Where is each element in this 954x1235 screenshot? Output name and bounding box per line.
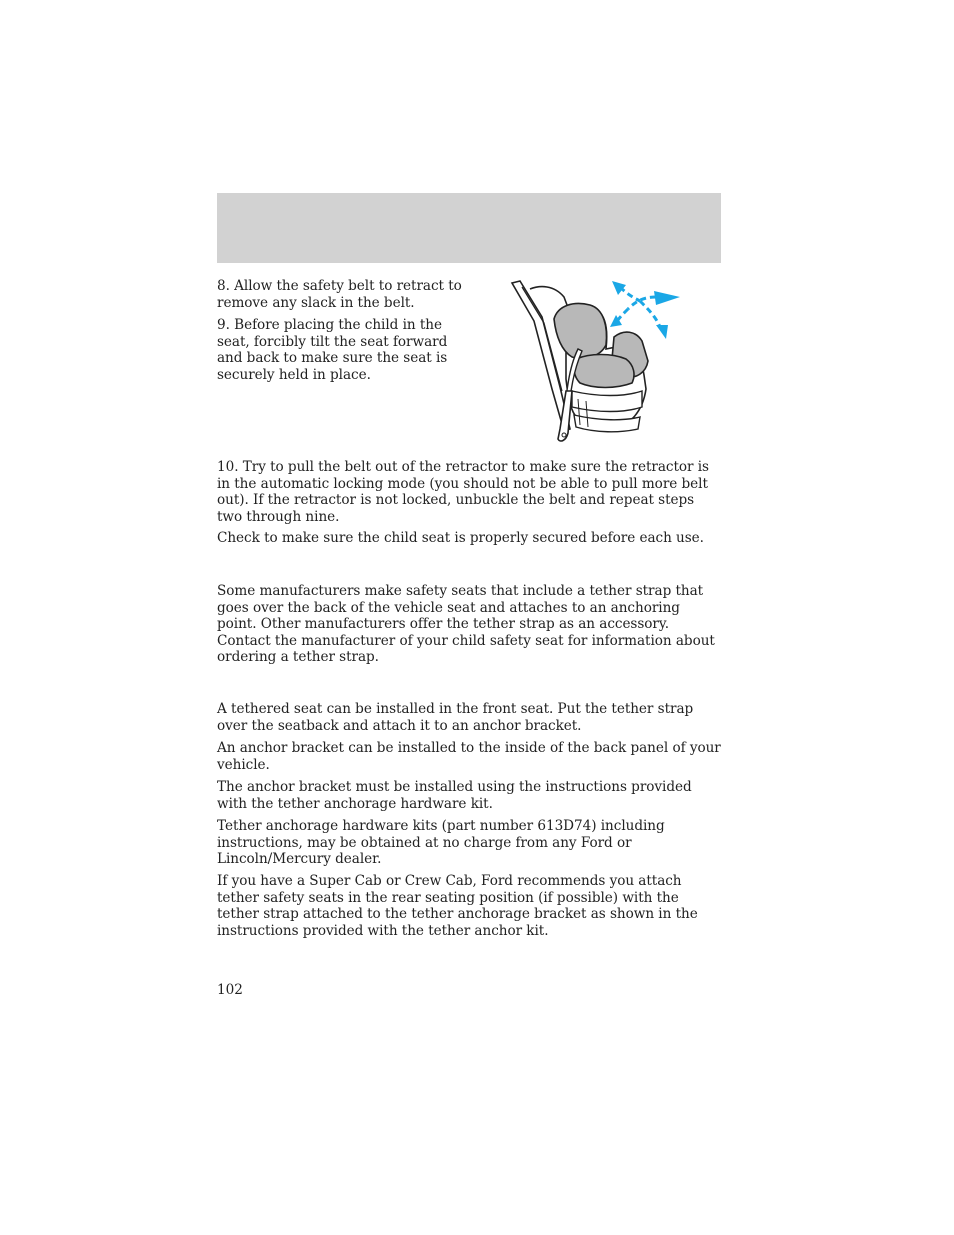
tether-install-paragraph-5: If you have a Super Cab or Crew Cab, Ford recommends you attach tether safety seats in the rear seating position (if possible) with the tether strap attached to the tether anchorage bracket as shown in the instructions provided with the tether anchor kit.: [217, 873, 698, 939]
page-number: 102: [217, 982, 243, 998]
step-8-text: 8. Allow the safety belt to retract to remove any slack in the belt.: [217, 278, 462, 311]
child-seat-tilt-illustration: [508, 279, 683, 446]
tether-install-paragraph-2: An anchor bracket can be installed to the inside of the back panel of your vehicle.: [217, 740, 721, 773]
tether-install-paragraph-3: The anchor bracket must be installed using the instructions provided with the tether anchorage hardware kit.: [217, 779, 692, 812]
tether-intro-paragraph: Some manufacturers make safety seats that include a tether strap that goes over the back of the vehicle seat and attaches to an anchoring point. Other manufacturers offer the tether strap as an accessory. Contact the manufacturer of your child safety seat for information about ordering a tether strap.: [217, 583, 715, 665]
step-9-text: 9. Before placing the child in the seat, forcibly tilt the seat forward and back to make sure the seat is securely held in place.: [217, 317, 448, 383]
section-header-band: [217, 193, 721, 263]
check-text: Check to make sure the child seat is properly secured before each use.: [217, 530, 704, 546]
tether-install-paragraph-1: A tethered seat can be installed in the front seat. Put the tether strap over the seatback and attach it to an anchor bracket.: [217, 701, 694, 734]
step-10-text: 10. Try to pull the belt out of the retractor to make sure the retractor is in the automatic locking mode (you should not be able to pull more belt out). If the retractor is not locked, unbuckle the belt and repeat steps two through nine.: [217, 459, 709, 525]
tether-install-paragraph-4: Tether anchorage hardware kits (part number 613D74) including instructions, may be obtained at no charge from any Ford or Lincoln/Mercury dealer.: [217, 818, 665, 867]
child-seat-icon: [508, 279, 683, 446]
